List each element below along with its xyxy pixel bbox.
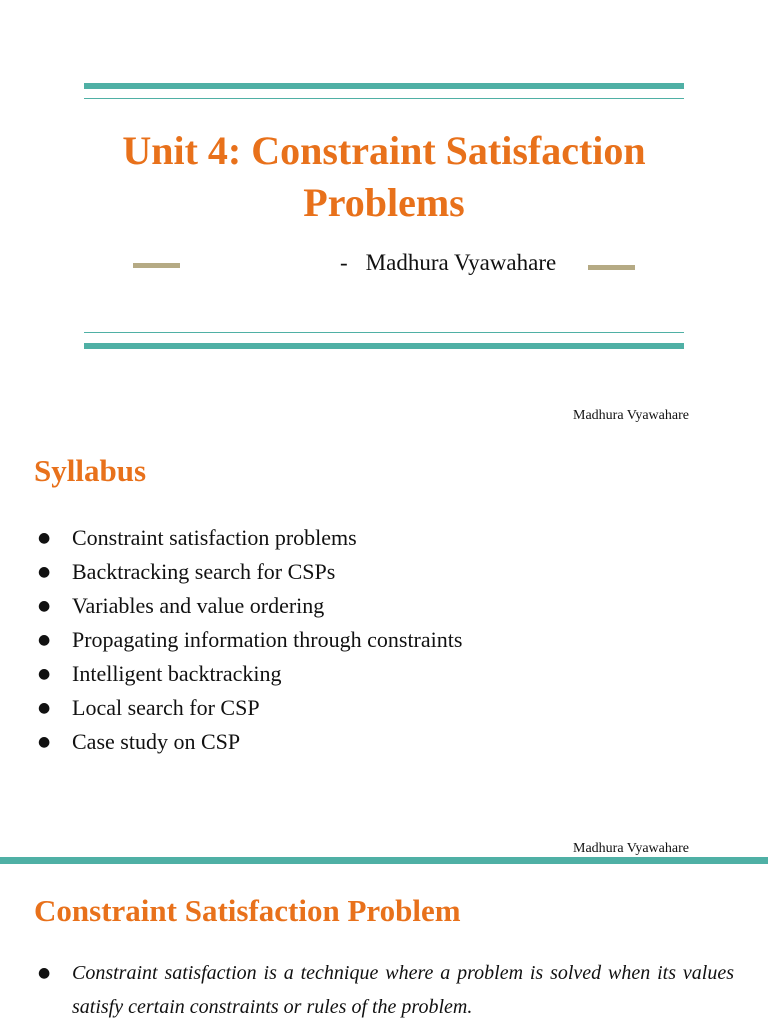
syllabus-list [34,521,462,759]
bottom-accent-bar-thin [84,332,684,333]
slide2-footer: Madhura Vyawahare [573,841,689,856]
author-name: Madhura Vyawahare [365,250,557,275]
list-item: ● Backtracking search for CSPs [34,555,462,589]
bottom-accent-bar-thick [84,343,684,349]
top-accent-bar-thick [84,83,684,89]
author-line [340,250,556,276]
csp-paragraph [34,956,734,1024]
csp-heading: Constraint Satisfaction Problem [34,893,461,928]
list-item: ● Variables and value ordering [34,589,462,623]
author-dash: - [340,250,348,275]
list-item: ● Local search for CSP [34,691,462,725]
list-item: ● Constraint satisfaction problems [34,521,462,555]
slide-title: Unit 4: Constraint Satisfaction Problems [122,128,646,225]
left-decorative-bar [133,263,180,268]
top-accent-bar-thin [84,98,684,99]
slide3-top-bar [0,857,768,864]
list-item: ● Intelligent backtracking [34,657,462,691]
bullet-icon: ● [38,965,51,981]
slide1-footer: Madhura Vyawahare [573,408,689,423]
list-item: ● Propagating information through constraints [34,623,462,657]
list-item: ● Case study on CSP [34,725,462,759]
csp-paragraph-text: Constraint satisfaction is a technique where a problem is solved when its values satisfy certain constraints or rules of the problem. [72,962,734,1018]
right-decorative-bar [588,265,635,270]
syllabus-heading: Syllabus [34,453,147,488]
